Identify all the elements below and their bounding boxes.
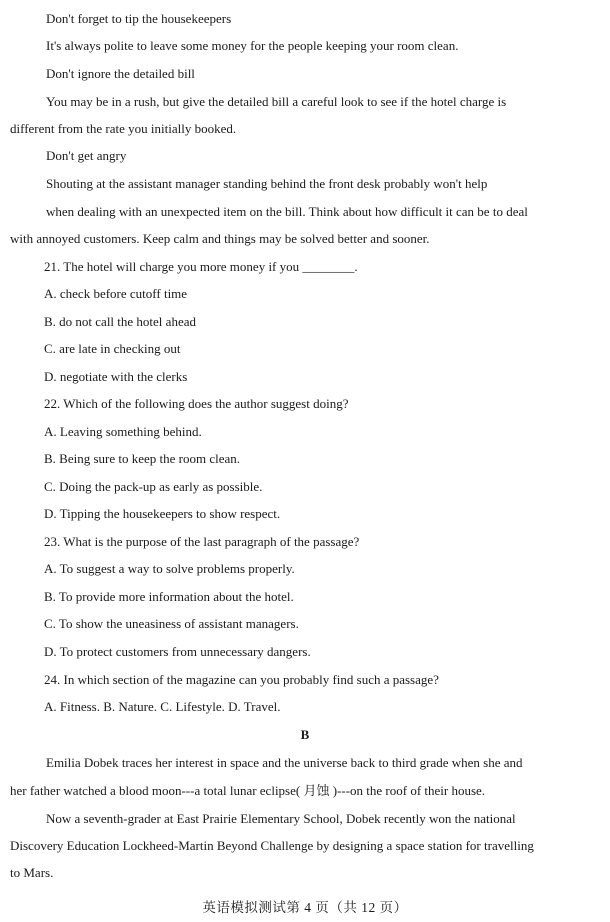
- question-23-option-b: B. To provide more information about the hotel.: [44, 589, 294, 604]
- question-22-stem: 22. Which of the following does the author suggest doing?: [44, 396, 349, 411]
- question-24-stem: 24. In which section of the magazine can you probably find such a passage?: [44, 672, 439, 687]
- section-b-para-2-line-2: Discovery Education Lockheed-Martin Beyond Challenge by designing a space station for travelling: [10, 838, 534, 853]
- question-23-option-d: D. To protect customers from unnecessary dangers.: [44, 644, 311, 659]
- question-21-option-c: C. are late in checking out: [44, 341, 181, 356]
- question-24-options: A. Fitness. B. Nature. C. Lifestyle. D. Travel.: [44, 699, 281, 714]
- question-23-option-c: C. To show the uneasiness of assistant managers.: [44, 616, 299, 631]
- question-21-option-a: A. check before cutoff time: [44, 286, 188, 301]
- question-22-option-a: A. Leaving something behind.: [44, 424, 202, 439]
- page-footer: 英语模拟测试第 4 页（共 12 页）: [202, 900, 408, 915]
- section-b-para-2-line-1: Now a seventh-grader at East Prairie Elementary School, Dobek recently won the national: [46, 811, 516, 826]
- tip-heading: Don't forget to tip the housekeepers: [46, 11, 232, 26]
- question-21-option-b: B. do not call the hotel ahead: [44, 314, 196, 329]
- section-b-para-2-line-3: to Mars.: [10, 865, 54, 880]
- question-23-option-a: A. To suggest a way to solve problems properly.: [44, 561, 295, 576]
- angry-body-line-2: when dealing with an unexpected item on the bill. Think about how difficult it can be to deal: [46, 204, 528, 219]
- section-b-para-1-line-2: her father watched a blood moon---a total lunar eclipse( 月蚀 )---on the roof of their house.: [10, 783, 486, 798]
- angry-body-line-1: Shouting at the assistant manager standing behind the front desk probably won't help: [46, 176, 488, 191]
- question-21-option-d: D. negotiate with the clerks: [44, 369, 188, 384]
- bill-heading: Don't ignore the detailed bill: [46, 66, 195, 81]
- question-22-option-b: B. Being sure to keep the room clean.: [44, 451, 241, 466]
- tip-body: It's always polite to leave some money for the people keeping your room clean.: [46, 38, 459, 53]
- question-22-option-c: C. Doing the pack-up as early as possible.: [44, 479, 263, 494]
- bill-body-line-1: You may be in a rush, but give the detailed bill a careful look to see if the hotel charge is: [46, 94, 507, 109]
- angry-heading: Don't get angry: [46, 148, 127, 163]
- question-22-option-d: D. Tipping the housekeepers to show respect.: [44, 506, 281, 521]
- section-b-heading: B: [300, 727, 310, 742]
- section-b-para-1-line-1: Emilia Dobek traces her interest in space and the universe back to third grade when she and: [46, 755, 523, 770]
- question-23-stem: 23. What is the purpose of the last paragraph of the passage?: [44, 534, 360, 549]
- angry-body-line-3: with annoyed customers. Keep calm and things may be solved better and sooner.: [10, 231, 430, 246]
- bill-body-line-2: different from the rate you initially booked.: [10, 121, 237, 136]
- question-21-stem: 21. The hotel will charge you more money if you ________.: [44, 259, 358, 274]
